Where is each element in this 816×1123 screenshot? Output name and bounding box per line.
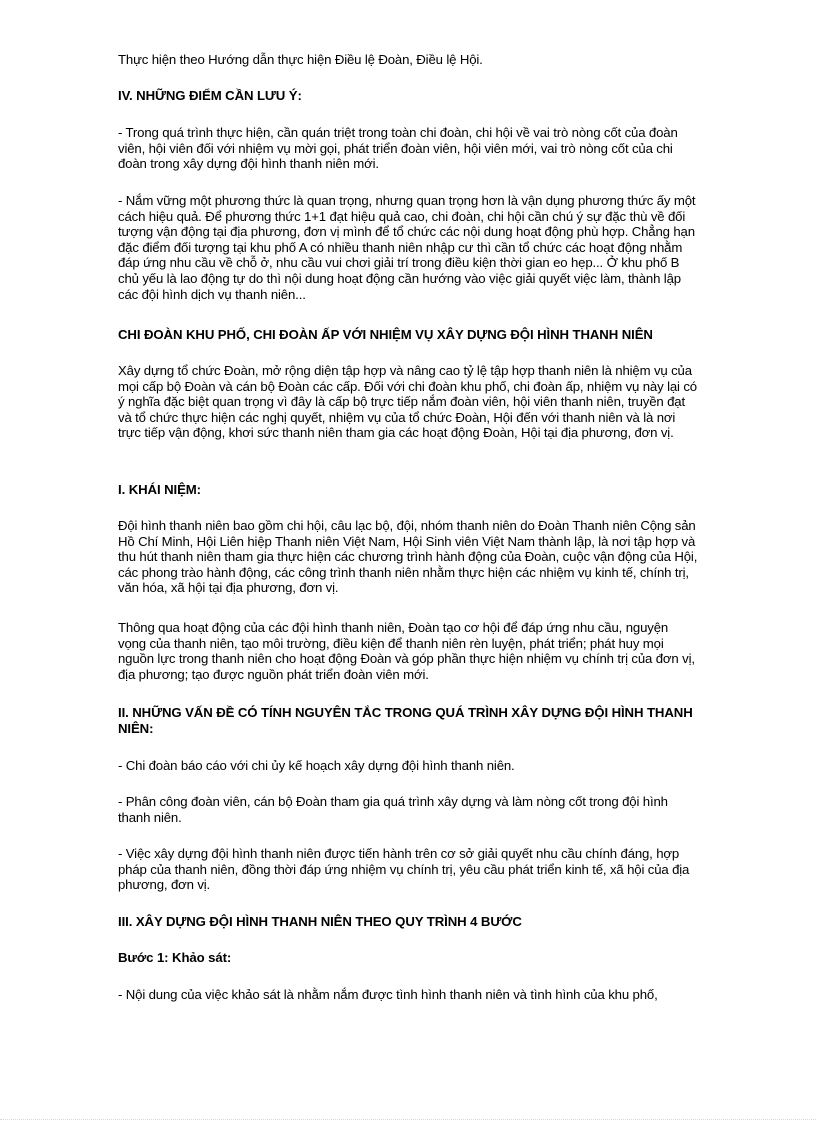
section-ii-item-1: - Chi đoàn báo cáo với chi ủy kế hoạch xây dựng đội hình thanh niên. bbox=[118, 758, 515, 773]
section-ii-item-2: - Phân công đoàn viên, cán bộ Đoàn tham gia quá trình xây dựng và làm nòng cốt trong đội hình thanh niên. bbox=[118, 794, 668, 825]
main-heading: CHI ĐOÀN KHU PHỐ, CHI ĐOÀN ẤP VỚI NHIỆM VỤ XÂY DỰNG ĐỘI HÌNH THANH NIÊN bbox=[118, 327, 653, 342]
section-iv-heading: IV. NHỮNG ĐIỂM CẦN LƯU Ý: bbox=[118, 88, 302, 103]
section-i-heading: I. KHÁI NIỆM: bbox=[118, 482, 201, 497]
step-1-heading: Bước 1: Khảo sát: bbox=[118, 950, 232, 965]
step-1-paragraph: - Nội dung của việc khảo sát là nhằm nắm được tình hình thanh niên và tình hình của khu phố, bbox=[118, 987, 658, 1002]
section-ii-heading: II. NHỮNG VẤN ĐỀ CÓ TÍNH NGUYÊN TẮC TRONG QUÁ TRÌNH XÂY DỰNG ĐỘI HÌNH THANH NIÊN: bbox=[118, 705, 693, 736]
section-i-paragraph-2: Thông qua hoạt động của các đội hình thanh niên, Đoàn tạo cơ hội để đáp ứng nhu cầu, nguyện vọng của thanh niên, tạo môi trường, điều kiện để thanh niên rèn luyện, phát triển; phát huy mọi nguồn lực trong thanh niên cho hoạt động Đoàn và góp phần thực hiện nhiệm vụ chính trị của đơn vị, địa phương; tạo được nguồn phát triển đoàn viên mới. bbox=[118, 620, 695, 682]
section-iv-paragraph-2: - Nắm vững một phương thức là quan trọng, nhưng quan trọng hơn là vận dụng phương thức ấy một cách hiệu quả. Để phương thức 1+1 đạt hiệu quả cao, chi đoàn, chi hội cần chú ý sự đặc thù về đối tượng vận động tại địa phương, đơn vị mình để tổ chức các nội dung hoạt động phù hợp. Chẳng hạn đặc điểm đối tượng tại khu phố A có nhiều thanh niên nhập cư thì cần tổ chức các hoạt động nhằm đáp ứng nhu cầu về chỗ ở, nhu cầu vui chơi giải trí trong điều kiện thời gian eo hẹp... Ở khu phố B chủ yếu là lao động tự do thì nội dung hoạt động cần hướng vào việc giải quyết việc làm, thành lập các đội hình dịch vụ thanh niên... bbox=[118, 193, 696, 302]
main-intro-paragraph: Xây dựng tổ chức Đoàn, mở rộng diện tập hợp và nâng cao tỷ lệ tập hợp thanh niên là nhiệm vụ của mọi cấp bộ Đoàn và cán bộ Đoàn các cấp. Đối với chi đoàn khu phố, chi đoàn ấp, nhiệm vụ này lại có ý nghĩa đặc biệt quan trọng vì đây là cấp bộ trực tiếp nắm đoàn viên, hội viên thanh niên, truyền đạt và tổ chức thực hiện các nghị quyết, nhiệm vụ của tổ chức Đoàn, Hội đến với thanh niên và là nơi trực tiếp vận động, khơi sức thanh niên tham gia các hoạt động Đoàn, Hội tại địa phương, đơn vị. bbox=[118, 363, 697, 441]
intro-line: Thực hiện theo Hướng dẫn thực hiện Điều lệ Đoàn, Điều lệ Hội. bbox=[118, 52, 483, 67]
section-ii-item-3: - Việc xây dựng đội hình thanh niên được tiến hành trên cơ sở giải quyết nhu cầu chính đáng, hợp pháp của thanh niên, đồng thời đáp ứng nhiệm vụ chính trị, yêu cầu phát triển kinh tế, xã hội của địa phương, đơn vị. bbox=[118, 846, 690, 893]
page-bottom-divider bbox=[0, 1119, 816, 1120]
section-iv-paragraph-1: - Trong quá trình thực hiện, cần quán triệt trong toàn chi đoàn, chi hội về vai trò nòng cốt của đoàn viên, hội viên đối với nhiệm vụ mời gọi, phát triển đoàn viên, hội viên mới, vai trò nòng cốt của chi đoàn trong xây dựng đội hình thanh niên mới. bbox=[118, 125, 678, 172]
section-i-paragraph-1: Đội hình thanh niên bao gồm chi hội, câu lạc bộ, đội, nhóm thanh niên do Đoàn Thanh niên Cộng sản Hồ Chí Minh, Hội Liên hiệp Thanh niên Việt Nam, Hội Sinh viên Việt Nam thành lập, là nơi tập hợp và thu hút thanh niên tham gia thực hiện các chương trình hành động của Đoàn, cuộc vận động của Hội, các phong trào hành động, các công trình thanh niên nhằm thực hiện các nhiệm vụ kinh tế, chính trị, văn hóa, xã hội tại địa phương, đơn vị. bbox=[118, 518, 698, 596]
section-iii-heading: III. XÂY DỰNG ĐỘI HÌNH THANH NIÊN THEO QUY TRÌNH 4 BƯỚC bbox=[118, 914, 522, 929]
